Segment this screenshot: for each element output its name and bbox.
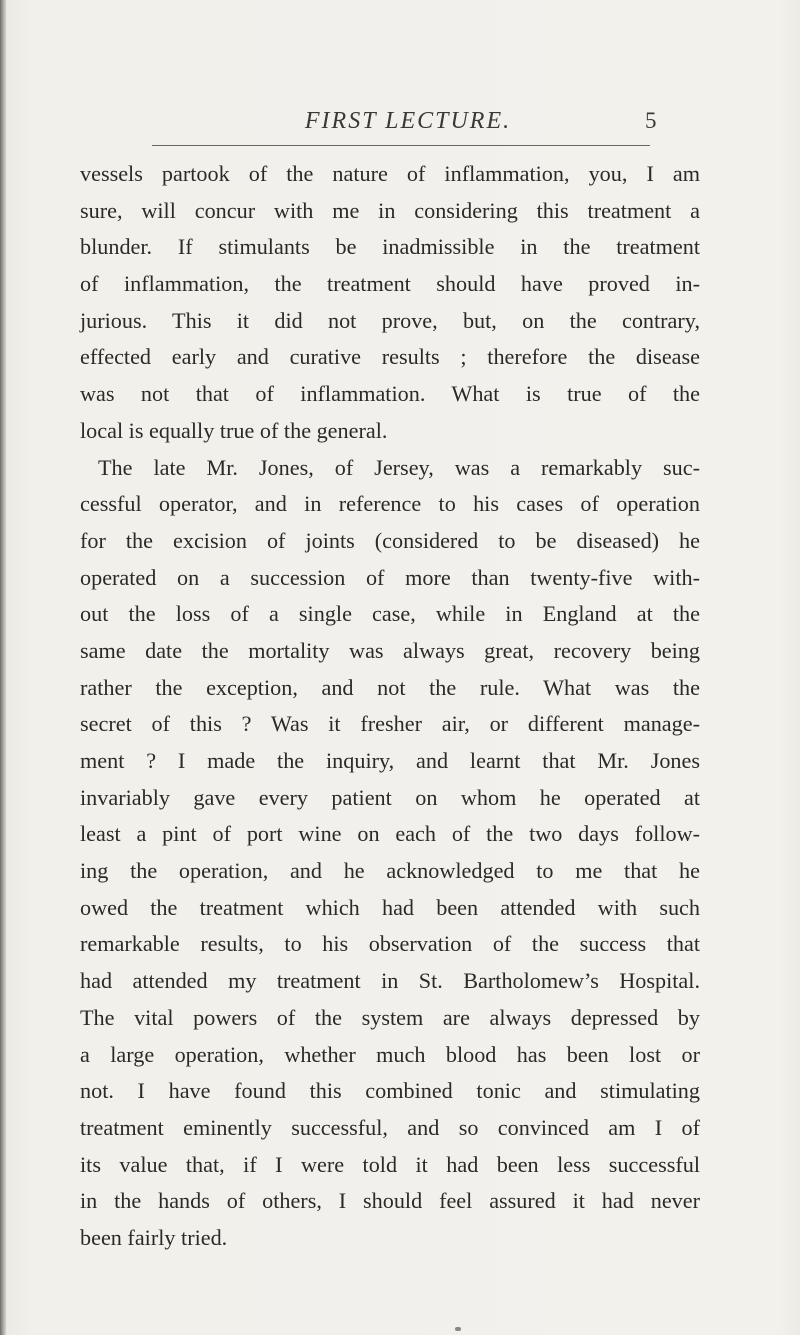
text-line: sure, will concur with me in considering this treatment a bbox=[80, 197, 700, 223]
text-line: ing the operation, and he acknowledged to me that he bbox=[80, 858, 700, 884]
text-line: treatment eminently successful, and so convinced am I of bbox=[80, 1114, 700, 1140]
text-line: local is equally true of the general. bbox=[80, 417, 388, 443]
body-text bbox=[80, 156, 700, 1257]
text-line: The late Mr. Jones, of Jersey, was a remarkably suc- bbox=[98, 454, 700, 480]
header-rule bbox=[152, 145, 650, 146]
text-line: cessful operator, and in reference to his cases of operation bbox=[80, 491, 700, 517]
text-line: effected early and curative results ; therefore the disease bbox=[80, 344, 700, 370]
text-line: jurious. This it did not prove, but, on the contrary, bbox=[80, 307, 700, 333]
text-line: its value that, if I were told it had been less successful bbox=[80, 1151, 700, 1177]
text-line: a large operation, whether much blood has been lost or bbox=[80, 1041, 700, 1067]
text-line: The vital powers of the system are always depressed by bbox=[80, 1004, 700, 1030]
text-line: out the loss of a single case, while in England at the bbox=[80, 601, 700, 627]
text-line: of inflammation, the treatment should have proved in- bbox=[80, 271, 700, 297]
page-header bbox=[0, 108, 800, 148]
text-line: rather the exception, and not the rule. What was the bbox=[80, 674, 700, 700]
running-title: FIRST LECTURE. bbox=[304, 108, 512, 134]
page-number: 5 bbox=[645, 108, 657, 133]
text-line: blunder. If stimulants be inadmissible in the treatment bbox=[80, 234, 700, 260]
text-line: ment ? I made the inquiry, and learnt that Mr. Jones bbox=[80, 748, 700, 773]
text-line: was not that of inflammation. What is true of the bbox=[80, 381, 700, 407]
text-line: had attended my treatment in St. Bartholomew’s Hospital. bbox=[80, 968, 700, 994]
text-line: secret of this ? Was it fresher air, or different manage- bbox=[80, 711, 700, 737]
text-line: in the hands of others, I should feel assured it had never bbox=[80, 1188, 700, 1214]
text-line: for the excision of joints (considered to be diseased) he bbox=[80, 527, 700, 553]
text-line: owed the treatment which had been attended with such bbox=[80, 894, 700, 920]
text-line: operated on a succession of more than twenty-five with- bbox=[80, 564, 700, 590]
page-binding-edge bbox=[0, 0, 6, 1335]
text-line: been fairly tried. bbox=[80, 1224, 228, 1250]
text-line: invariably gave every patient on whom he operated at bbox=[80, 784, 700, 810]
text-line: remarkable results, to his observation of the success that bbox=[80, 931, 700, 957]
text-line: vessels partook of the nature of inflammation, you, I am bbox=[80, 161, 700, 186]
text-line: same date the mortality was always great, recovery being bbox=[80, 637, 700, 663]
paper-speck bbox=[455, 1327, 461, 1331]
text-line: not. I have found this combined tonic and stimulating bbox=[80, 1078, 700, 1104]
text-line: least a pint of port wine on each of the two days follow- bbox=[80, 821, 700, 847]
